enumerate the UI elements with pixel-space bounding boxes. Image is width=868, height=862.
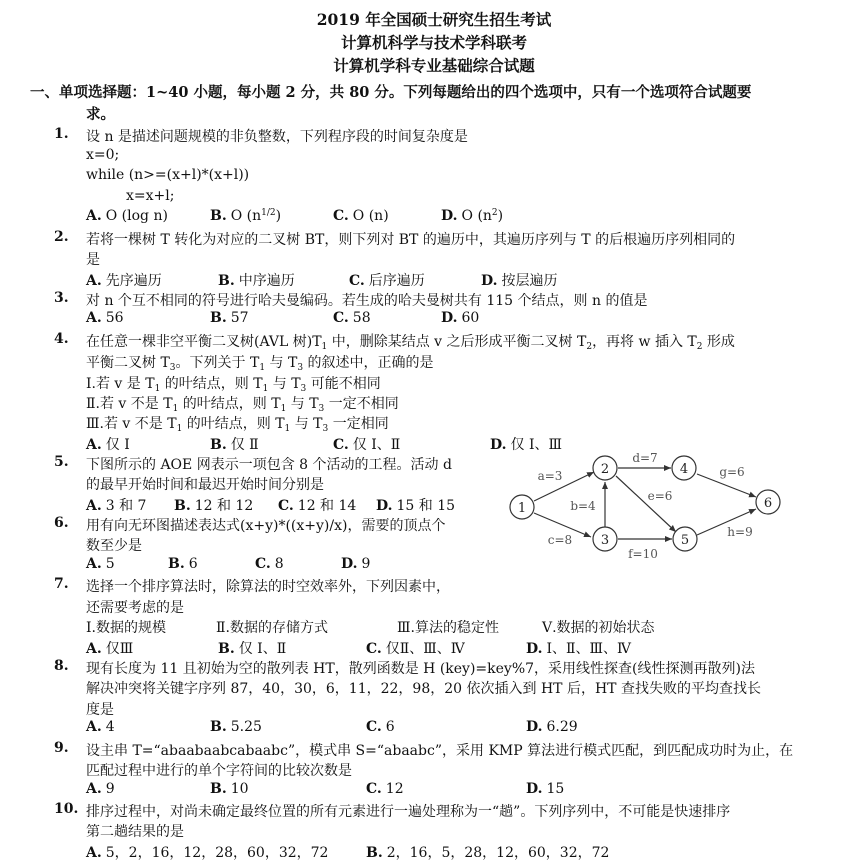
option-a: A. 仅 I xyxy=(86,437,130,453)
question-stem: 现有长度为 11 且初始为空的散列表 HT，散列函数是 H (key)=key%7，采用线性探查(线性探测再散列)法 xyxy=(86,661,755,677)
option-c: C. 仅Ⅱ、Ⅲ、Ⅳ xyxy=(366,641,465,657)
option-c: C. 58 xyxy=(333,310,371,326)
option-a: A. 先序遍历 xyxy=(86,273,162,289)
option-b: B. 6 xyxy=(168,556,198,572)
code-line: while (n>=(x+l)*(x+l)) xyxy=(86,167,250,183)
node-label: 2 xyxy=(600,462,610,477)
option-b: B. 5.25 xyxy=(210,719,262,735)
section-heading-cont: 求。 xyxy=(86,106,115,123)
option-b: B. 10 xyxy=(210,781,249,797)
option-d: D. 9 xyxy=(341,556,371,572)
question-stem: 用有向无环图描述表达式(x+y)*((x+y)/x)，需要的顶点个 xyxy=(86,518,446,534)
option-c: C. 后序遍历 xyxy=(349,273,425,289)
question-number: 6. xyxy=(54,515,69,531)
option-a: A. 3 和 7 xyxy=(86,498,147,514)
option-a: A. 仅Ⅲ xyxy=(86,641,134,657)
option-c: C. 6 xyxy=(366,719,395,735)
edge-label: b=4 xyxy=(570,499,596,513)
option-c: C. 仅 I、Ⅱ xyxy=(333,437,401,453)
statement-iv: Ⅴ.数据的初始状态 xyxy=(542,620,655,636)
option-a: A. 9 xyxy=(86,781,115,797)
question-stem-cont: 数至少是 xyxy=(86,538,142,554)
option-a: A. 5，2，16，12，28，60，32，72 xyxy=(86,845,329,861)
option-b: B. O $(n^{1/2})$ xyxy=(210,208,282,224)
aoe-network-diagram xyxy=(500,446,800,568)
statement-ii: Ⅱ.数据的存储方式 xyxy=(216,620,328,636)
section-heading: 一、单项选择题：1~40 小题，每小题 2 分，共 80 分。下列每题给出的四个选项中，只有一个选项符合试题要 xyxy=(30,84,752,101)
question-number: 3. xyxy=(54,290,69,306)
question-stem-cont: 度是 xyxy=(86,702,114,718)
code-line: x=0; xyxy=(86,147,120,163)
option-b: B. 12 和 12 xyxy=(174,498,254,514)
code-line: x=x+l; xyxy=(126,188,175,204)
question-number: 1. xyxy=(54,126,69,142)
edge-label: g=6 xyxy=(719,465,745,479)
edge-e xyxy=(616,476,676,532)
option-b: B. 仅 I、Ⅱ xyxy=(218,641,287,657)
option-b: B. 仅 Ⅱ xyxy=(210,437,259,453)
option-a: A. 56 xyxy=(86,310,124,326)
option-c: C. 12 xyxy=(366,781,404,797)
edge-label: f=10 xyxy=(628,547,658,561)
question-stem: 选择一个排序算法时，除算法的时空效率外，下列因素中， xyxy=(86,579,450,595)
question-stem-cont: 解决冲突将关键字序列 87，40，30，6，11，22，98，20 依次插入到 HT 后，HT 查找失败的平均查找长 xyxy=(86,681,761,697)
question-number: 7. xyxy=(54,576,69,592)
question-stem-cont: 匹配过程中进行的单个字符间的比较次数是 xyxy=(86,763,352,779)
statement-iii: Ⅲ.算法的稳定性 xyxy=(397,620,499,636)
option-d: D. 按层遍历 xyxy=(481,273,558,289)
option-d: D. 仅 I、Ⅲ xyxy=(490,437,562,453)
question-stem: 若将一棵树 T 转化为对应的二叉树 BT，则下列对 BT 的遍历中，其遍历序列与 T 的后根遍历序列相同的 xyxy=(86,232,736,248)
edge-label: c=8 xyxy=(547,533,573,547)
option-b: B. 2，16，5，28，12，60，32，72 xyxy=(366,845,610,861)
edge-label: h=9 xyxy=(727,525,753,539)
node-label: 5 xyxy=(680,533,690,548)
option-c: C. 8 xyxy=(255,556,284,572)
option-b: B. 中序遍历 xyxy=(218,273,295,289)
statement-ii: Ⅱ.若 v 不是 $T_1$ 的叶结点，则 $T_1$ 与 $T_3$ 一定不相同 xyxy=(86,396,399,414)
edge-label: e=6 xyxy=(647,489,673,503)
statement-i: I.若 v 是 $T_1$ 的叶结点，则 $T_1$ 与 $T_3$ 可能不相同 xyxy=(86,376,381,394)
question-number: 5. xyxy=(54,454,69,470)
option-d: D. 6.29 xyxy=(526,719,578,735)
question-stem: 在任意一棵非空平衡二叉树(AVL 树)$T_1$ 中，删除某结点 v 之后形成平衡二叉树 $T_2$，再将 w 插入 $T_2$ 形成 xyxy=(86,334,735,352)
question-stem: 排序过程中，对尚未确定最终位置的所有元素进行一遍处理称为一“趟”。下列序列中，不可能是快速排序 xyxy=(86,804,731,820)
question-number: 2. xyxy=(54,229,69,245)
option-d: D. I、Ⅱ、Ⅲ、Ⅳ xyxy=(526,641,632,657)
question-number: 10. xyxy=(54,801,79,817)
node-label: 1 xyxy=(517,501,527,516)
question-number: 4. xyxy=(54,331,69,347)
edge-label: a=3 xyxy=(537,469,563,483)
exam-subtitle: 计算机科学与技术学科联考 xyxy=(340,33,527,52)
question-stem-cont: 平衡二叉树 $T_3$。下列关于 $T_1$ 与 $T_3$ 的叙述中，正确的是 xyxy=(86,355,434,373)
question-stem-cont: 的最早开始时间和最迟开始时间分别是 xyxy=(86,477,324,493)
option-c: C. 12 和 14 xyxy=(278,498,357,514)
option-b: B. 57 xyxy=(210,310,249,326)
option-d: D. O $(n^2)$ xyxy=(441,208,504,224)
option-d: D. 15 xyxy=(526,781,565,797)
option-a: A. 5 xyxy=(86,556,115,572)
question-number: 8. xyxy=(54,658,69,674)
option-d: D. 60 xyxy=(441,310,480,326)
question-stem: 对 n 个互不相同的符号进行哈夫曼编码。若生成的哈夫曼树共有 115 个结点，则 n 的值是 xyxy=(86,293,648,309)
node-label: 4 xyxy=(679,462,689,477)
option-a: A. O (log n) xyxy=(86,208,168,224)
question-number: 9. xyxy=(54,740,69,756)
question-stem: 设主串 T=“abaabaabcabaabc”，模式串 S=“abaabc”，采用 KMP 算法进行模式匹配，到匹配成功时为止，在 xyxy=(86,743,794,759)
question-stem: 下图所示的 AOE 网表示一项包含 8 个活动的工程。活动 d xyxy=(86,457,452,473)
edge-label: d=7 xyxy=(632,451,658,465)
exam-paper-name: 计算机学科专业基础综合试题 xyxy=(333,56,535,75)
question-stem-cont: 是 xyxy=(86,252,100,268)
question-stem: 设 n 是描述问题规模的非负整数，下列程序段的时间复杂度是 xyxy=(86,129,468,145)
option-c: C. O (n) xyxy=(333,208,389,224)
option-a: A. 4 xyxy=(86,719,115,735)
question-stem-cont: 第二趟结果的是 xyxy=(86,824,184,840)
node-label: 3 xyxy=(600,533,610,548)
node-label: 6 xyxy=(763,496,773,511)
statement-i: I.数据的规模 xyxy=(86,620,166,636)
statement-iii: Ⅲ.若 v 不是 $T_1$ 的叶结点，则 $T_1$ 与 $T_3$ 一定相同 xyxy=(86,416,389,434)
exam-title: 2019 年全国硕士研究生招生考试 xyxy=(316,10,552,29)
question-stem-cont: 还需要考虑的是 xyxy=(86,600,184,616)
option-d: D. 15 和 15 xyxy=(376,498,456,514)
